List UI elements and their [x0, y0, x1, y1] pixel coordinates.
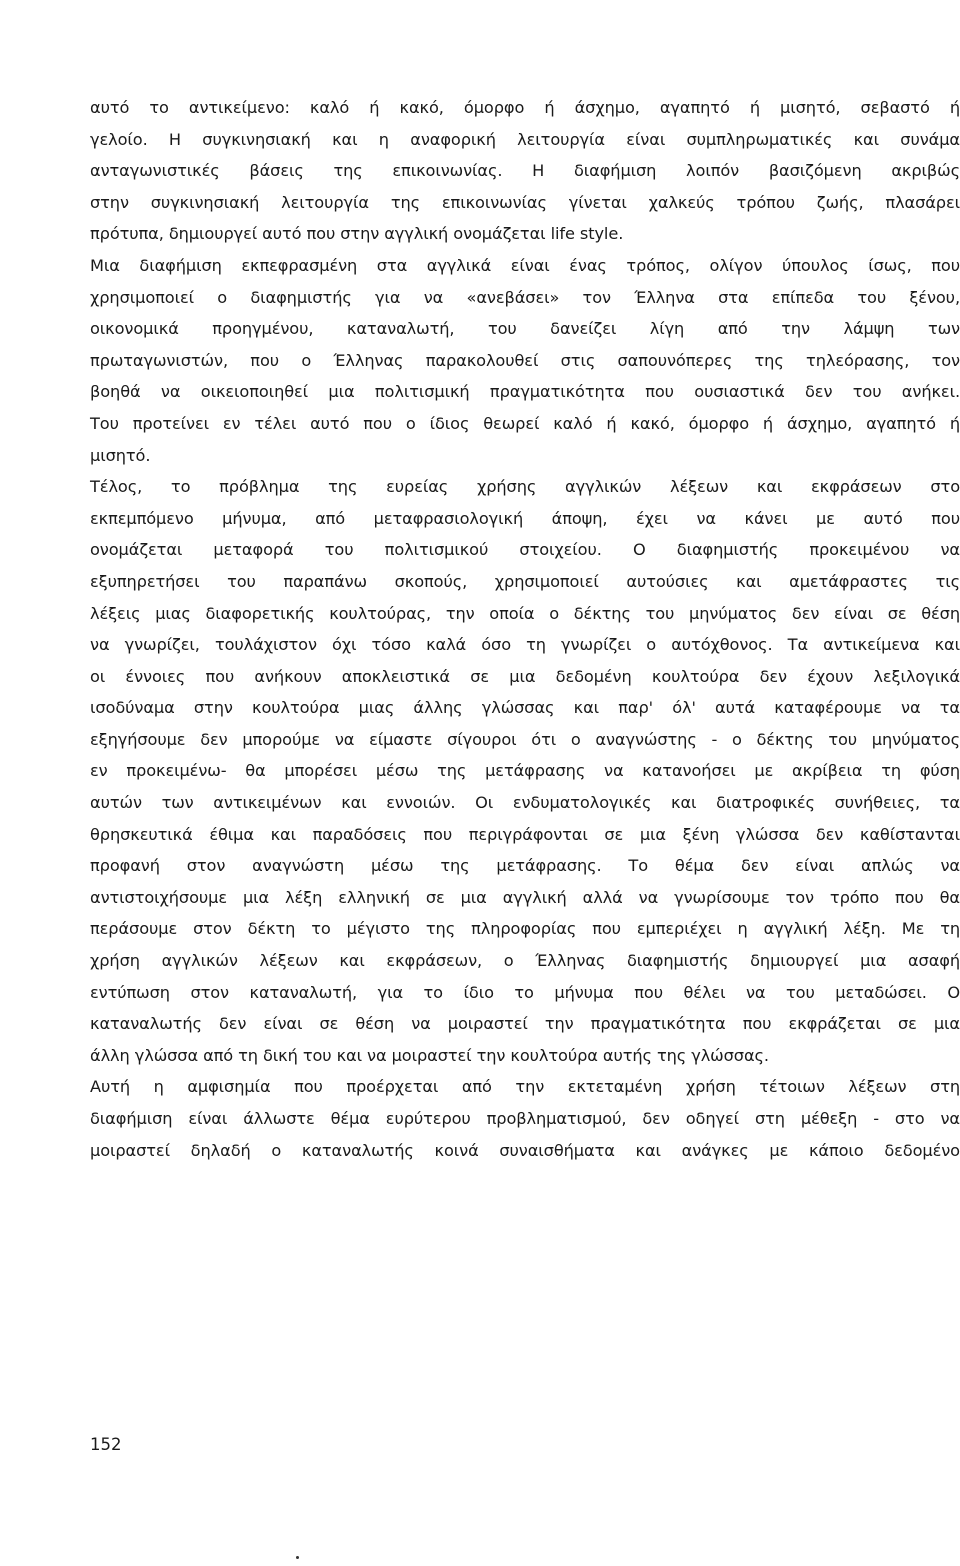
text-line: θρησκευτικά έθιμα και παραδόσεις που περιγράφονται σε μια ξένη γλώσσα δεν καθίστανται — [90, 824, 960, 844]
text-line: άλλη γλώσσα από τη δική του και να μοιραστεί την κουλτούρα αυτής της γλώσσας. — [90, 1045, 769, 1065]
stray-dot — [296, 1556, 299, 1559]
text-line: να γνωρίζει, τουλάχιστον όχι τόσο καλά όσο τη γνωρίζει ο αυτόχθονος. Τα αντικείμενα και — [90, 635, 960, 655]
text-line: οι έννοιες που ανήκουν αποκλειστικά σε μια δεδομένη κουλτούρα δεν έχουν λεξιλογικά — [90, 666, 960, 686]
text-line: μοιραστεί δηλαδή ο καταναλωτής κοινά συναισθήματα και ανάγκες με κάποιο δεδομένο — [90, 1140, 960, 1160]
text-body — [90, 92, 960, 1166]
text-line: ανταγωνιστικές βάσεις της επικοινωνίας. Η διαφήμιση λοιπόν βασιζόμενη ακριβώς — [90, 161, 960, 181]
text-line: περάσουμε στον δέκτη το μέγιστο της πληροφορίας που εμπεριέχει η αγγλική λέξη. Με τη — [90, 919, 960, 939]
text-line: λέξεις μιας διαφορετικής κουλτούρας, την οποία ο δέκτης του μηνύματος δεν είναι σε θέση — [90, 603, 960, 623]
text-line: χρησιμοποιεί ο διαφημιστής για να «ανεβάσει» τον Έλληνα στα επίπεδα του ξένου, — [90, 287, 960, 307]
text-line: εντύπωση στον καταναλωτή, για το ίδιο το μήνυμα που θέλει να του μεταδώσει. Ο — [90, 982, 960, 1002]
text-line: διαφήμιση είναι άλλωστε θέμα ευρύτερου προβληματισμού, δεν οδηγεί στη μέθεξη - στο να — [90, 1109, 960, 1128]
text-line: πρότυπα, δημιουργεί αυτό που στην αγγλική ονομάζεται life style. — [90, 224, 624, 244]
text-line: στην συγκινησιακή λειτουργία της επικοινωνίας γίνεται χαλκεύς τρόπου ζωής, πλασάρει — [90, 192, 960, 212]
text-line: εν προκειμένω- θα μπορέσει μέσω της μετάφρασης να κατανοήσει με ακρίβεια τη φύση — [90, 761, 960, 781]
text-line: μισητό. — [90, 445, 151, 465]
text-line: αυτό το αντικείμενο: καλό ή κακό, όμορφο ή άσχημο, αγαπητό ή μισητό, σεβαστό ή — [90, 98, 960, 117]
text-line: χρήση αγγλικών λέξεων και εκφράσεων, ο Έλληνας διαφημιστής δημιουργεί μια ασαφή — [90, 951, 960, 971]
text-line: Του προτείνει εν τέλει αυτό που ο ίδιος θεωρεί καλό ή κακό, όμορφο ή άσχημο, αγαπητό ή — [90, 413, 960, 433]
text-line: εξηγήσουμε δεν μπορούμε να είμαστε σίγουροι ότι ο αναγνώστης - ο δέκτης του μηνύματος — [90, 729, 960, 749]
text-line: ισοδύναμα στην κουλτούρα μιας άλλης γλώσσας και παρ' όλ' αυτά καταφέρουμε να τα — [90, 698, 960, 718]
page-number: 152 — [90, 1435, 122, 1454]
text-line: αυτών των αντικειμένων και εννοιών. Οι ενδυματολογικές και διατροφικές συνήθειες, τα — [90, 793, 960, 813]
text-line: βοηθά να οικειοποιηθεί μια πολιτισμική πραγματικότητα που ουσιαστικά δεν του ανήκει. — [90, 382, 960, 402]
text-line: εκπεμπόμενο μήνυμα, από μεταφρασιολογική άποψη, έχει να κάνει με αυτό που — [90, 508, 960, 528]
text-line: γελοίο. Η συγκινησιακή και η αναφορική λειτουργία είναι συμπληρωματικές και συνάμα — [90, 129, 960, 149]
text-line: εξυπηρετήσει του παραπάνω σκοπούς, χρησιμοποιεί αυτούσιες και αμετάφραστες τις — [90, 571, 960, 591]
text-line: πρωταγωνιστών, που ο Έλληνας παρακολουθεί στις σαπουνόπερες της τηλεόρασης, τον — [90, 350, 960, 370]
text-line: Μια διαφήμιση εκπεφρασμένη στα αγγλικά είναι ένας τρόπος, ολίγον ύπουλος ίσως, που — [90, 255, 960, 275]
text-line: ονομάζεται μεταφορά του πολιτισμικού στοιχείου. Ο διαφημιστής προκειμένου να — [90, 540, 960, 560]
text-line: καταναλωτής δεν είναι σε θέση να μοιραστεί την πραγματικότητα που εκφράζεται σε μια — [90, 1014, 960, 1034]
text-line: Αυτή η αμφισημία που προέρχεται από την εκτεταμένη χρήση τέτοιων λέξεων στη — [90, 1077, 960, 1097]
text-line: αντιστοιχήσουμε μια λέξη ελληνική σε μια αγγλική αλλά να γνωρίσουμε τον τρόπο που θα — [90, 887, 960, 907]
text-line: οικονομικά προηγμένου, καταναλωτή, του δανείζει λίγη από την λάμψη των — [90, 319, 960, 339]
text-line: προφανή στον αναγνώστη μέσω της μετάφρασης. Το θέμα δεν είναι απλώς να — [90, 856, 960, 876]
text-line: Τέλος, το πρόβλημα της ευρείας χρήσης αγγλικών λέξεων και εκφράσεων στο — [90, 477, 960, 497]
